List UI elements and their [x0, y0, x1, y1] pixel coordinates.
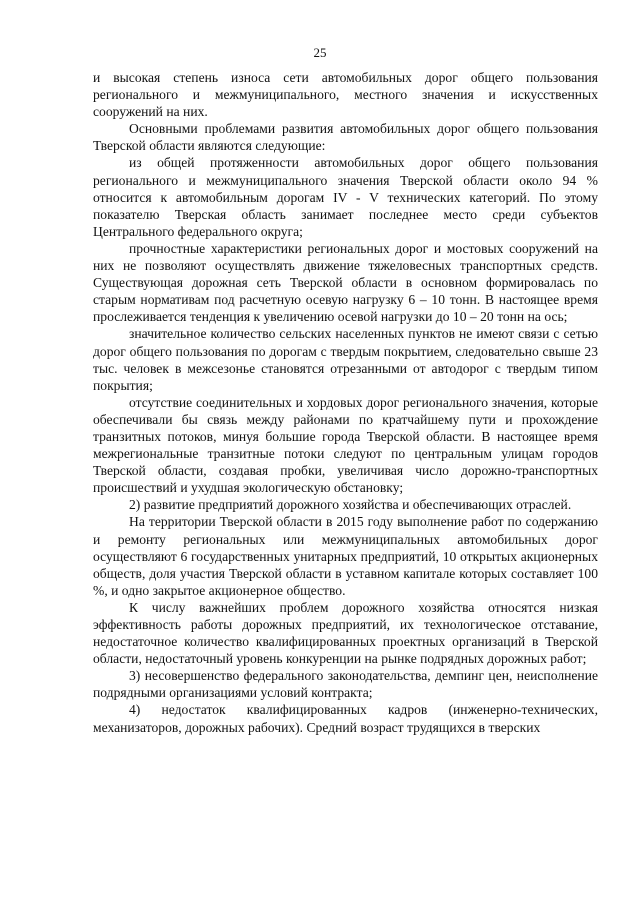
document-body	[93, 69, 598, 736]
paragraph: 2) развитие предприятий дорожного хозяйства и обеспечивающих отраслей.	[129, 497, 572, 513]
paragraph: прочностные характеристики региональных дорог и мостовых сооружений на них не позволяют осуществлять движение тяжеловесных транспортных средств. Существующая дорожная сеть Тверской области в основном формировалась по старым нормативам под расчетную осевую нагрузку 6 – 10 тонн. В настоящее время прослеживается тенденция к увеличению осевой нагрузки до 10 – 20 тонн на ось;	[93, 240, 598, 325]
paragraph: значительное количество сельских населенных пунктов не имеют связи с сетью дорог общего пользования по дорогам с твердым покрытием, следовательно свыше 23 тыс. человек в межсезонье становятся отрезанными от автодорог с твердым типом покрытия;	[93, 326, 598, 393]
page-number: 25	[313, 45, 327, 60]
paragraph: отсутствие соединительных и хордовых дорог регионального значения, которые обеспечивали бы связь между районами по кратчайшему пути и прохождение транзитных потоков, минуя большие города Тверской области. В настоящее время межрегиональные транзитные потоки следуют по центральным улицам городов Тверской области, создавая пробки, увеличивая число дорожно-транспортных происшествий и ухудшая экологическую обстановку;	[93, 394, 598, 496]
paragraph: К числу важнейших проблем дорожного хозяйства относятся низкая эффективность работы дорожных предприятий, их технологическое отставание, недостаточное количество квалифицированных проектных организаций в Тверской области, недостаточный уровень конкуренции на рынке подрядных дорожных работ;	[93, 599, 598, 667]
paragraph: Основными проблемами развития автомобильных дорог общего пользования Тверской области являются следующие:	[93, 121, 598, 154]
paragraph: На территории Тверской области в 2015 году выполнение работ по содержанию и ремонту региональных или межмуниципальных автомобильных дорог осуществляют 6 государственных унитарных предприятий, 10 открытых акционерных обществ, доля участия Тверской области в уставном капитале которых составляет 100 %, и одно закрытое акционерное общество.	[93, 514, 598, 598]
paragraph: и высокая степень износа сети автомобильных дорог общего пользования регионального и межмуниципального, местного значения и искусственных сооружений на них.	[93, 70, 598, 120]
paragraph: 4) недостаток квалифицированных кадров (инженерно-технических, механизаторов, дорожных рабочих). Средний возраст трудящихся в тверских	[93, 702, 598, 735]
paragraph: 3) несовершенство федерального законодательства, демпинг цен, неисполнение подрядными организациями условий контракта;	[93, 668, 598, 701]
paragraph: из общей протяженности автомобильных дорог общего пользования регионального и межмуниципального значения Тверской области около 94 % относится к автомобильным дорогам IV - V технических категорий. По этому показателю Тверская область занимает последнее место среди субъектов Центрального федерального округа;	[93, 155, 598, 239]
